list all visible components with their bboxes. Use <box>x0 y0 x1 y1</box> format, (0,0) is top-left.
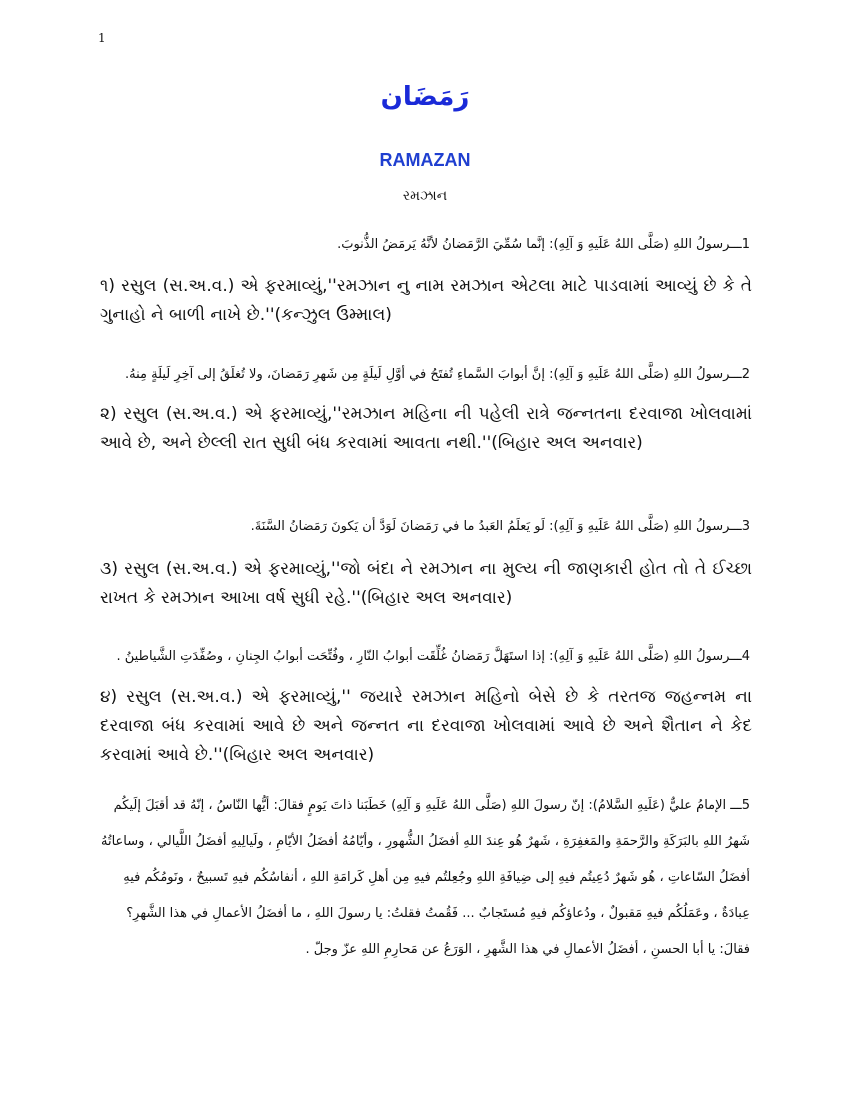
hadith-2-arabic: 2ـــرسولُ اللهِ (صَلَّى اللهُ عَلَيهِ وَ آلِهِ): إنَّ أبوابَ السَّماءِ تُفتَحُ في أوَّلِ لَيلَةٍ مِن شَهرِ رَمَضانَ، ولا تُغلَقُ إلى آخِرِ لَيلَةٍ مِنهُ. <box>124 367 750 382</box>
hadith-5-arabic: 5ـــ الإمامُ عليٌّ (عَلَيهِ السَّلامُ): إنّ رسولَ اللهِ (صَلَّى اللهُ عَلَيهِ وَ آلِهِ) خَطَبَنا ذاتَ يَومٍ فقالَ: أيُّها النّاسُ ، إنّهُ قد أقبَلَ إلَيكُم شَهرُ اللهِ بالبَرَكَةِ والرَّحمَةِ والمَغفِرَةِ ، شَهرٌ هُو عِندَ اللهِ أفضَلُ الشُّهورِ ، وأيّامُهُ أفضَلُ الأيّامِ ، ولَيالِيهِ أفضَلُ اللَّيالي ، وساعاتُهُ أفضَلُ السّاعاتِ ، هُو شَهرٌ دُعِيتُم فيهِ إلى ضِيافَةِ اللهِ وجُعِلتُم فيهِ مِن أهلِ كَرامَةِ اللهِ ، أنفاسُكُم فيهِ تَسبيحٌ ، ونَومُكُم فيهِ عِبادَةٌ ، وعَمَلُكُم فيهِ مَقبولٌ ، ودُعاؤكُم فيهِ مُستَجابٌ ... فَقُمتُ فقلتُ: يا رسولَ اللهِ ، ما أفضَلُ الأعمالِ في هذا الشَّهرِ؟ فقالَ: يا أبا الحسنِ ، أفضَلُ الأعمالِ في هذا الشَّهرِ ، الوَرَعُ عن مَحارِمِ اللهِ عزّ وجلّ . <box>101 798 750 957</box>
hadith-1-arabic: 1ـــرسولُ اللهِ (صَلَّى اللهُ عَلَيهِ وَ آلِهِ): إنَّما سُمِّيَ الرَّمَضانُ لأنَّهُ يَرمَضُ الذُّنوبَ. <box>337 237 750 252</box>
arabic-title: رَمَضَان <box>380 82 470 112</box>
hadith-4-gujarati: ૪) રસુલ (સ.અ.વ.) એ ફરમાવ્યું,'' જયારે રમઝાન મહિનો બેસે છે કે તરતજ જહન્નમ ના દરવાજા બંધ કરવામાં આવે છે અને જન્નત ના દરવાજા ખોલવામાં આવે છે અને શૈતાન ને કેદ કરવામાં આવે છે.''(બિહાર અલ અનવાર) <box>100 687 752 765</box>
hadith-4-arabic: 4ـــرسولُ اللهِ (صَلَّى اللهُ عَلَيهِ وَ آلِهِ): إذا استَهَلَّ رَمَضانُ غُلِّقَت أبوابُ النّارِ ، وفُتِّحَت أبوابُ الجِنانِ ، وصُفِّدَتِ الشَّياطينُ . <box>116 649 750 664</box>
hadith-3-arabic: 3ـــرسولُ اللهِ (صَلَّى اللهُ عَلَيهِ وَ آلِهِ): لَو يَعلَمُ العَبدُ ما في رَمَضانَ لَوَدَّ أن يَكونَ رَمَضانُ السَّنَةَ. <box>250 519 750 534</box>
page-title: RAMAZAN <box>379 150 471 170</box>
hadith-3-gujarati: ૩) રસુલ (સ.અ.વ.) એ ફરમાવ્યું,''જો બંદા ને રમઝાન ના મુલ્ય ની જાણકારી હોત તો તે ઈચ્છા રાખત કે રમઝાન આખા વર્ષ સુધી રહે.''(બિહાર અલ અનવાર) <box>100 559 752 608</box>
hadith-2-gujarati: ૨) રસુલ (સ.અ.વ.) એ ફરમાવ્યું,''રમઝાન મહિના ની પહેલી રાત્રે જન્નતના દરવાજા ખોલવામાં આવે છે, અને છેલ્લી રાત સુધી બંધ કરવામાં આવતા નથી.''(બિહાર અલ અનવાર) <box>100 404 752 453</box>
page-number: 1 <box>98 31 106 45</box>
page-subtitle: રમઝાન <box>402 188 448 204</box>
hadith-1-gujarati: ૧) રસુલ (સ.અ.વ.) એ ફરમાવ્યું,''રમઝાન નુ નામ રમઝાન એટલા માટે પાડવામાં આવ્યું છે કે તે ગુનાહો ને બાળી નાખે છે.''(કન્ઝુલ ઉમ્માલ) <box>100 276 752 325</box>
